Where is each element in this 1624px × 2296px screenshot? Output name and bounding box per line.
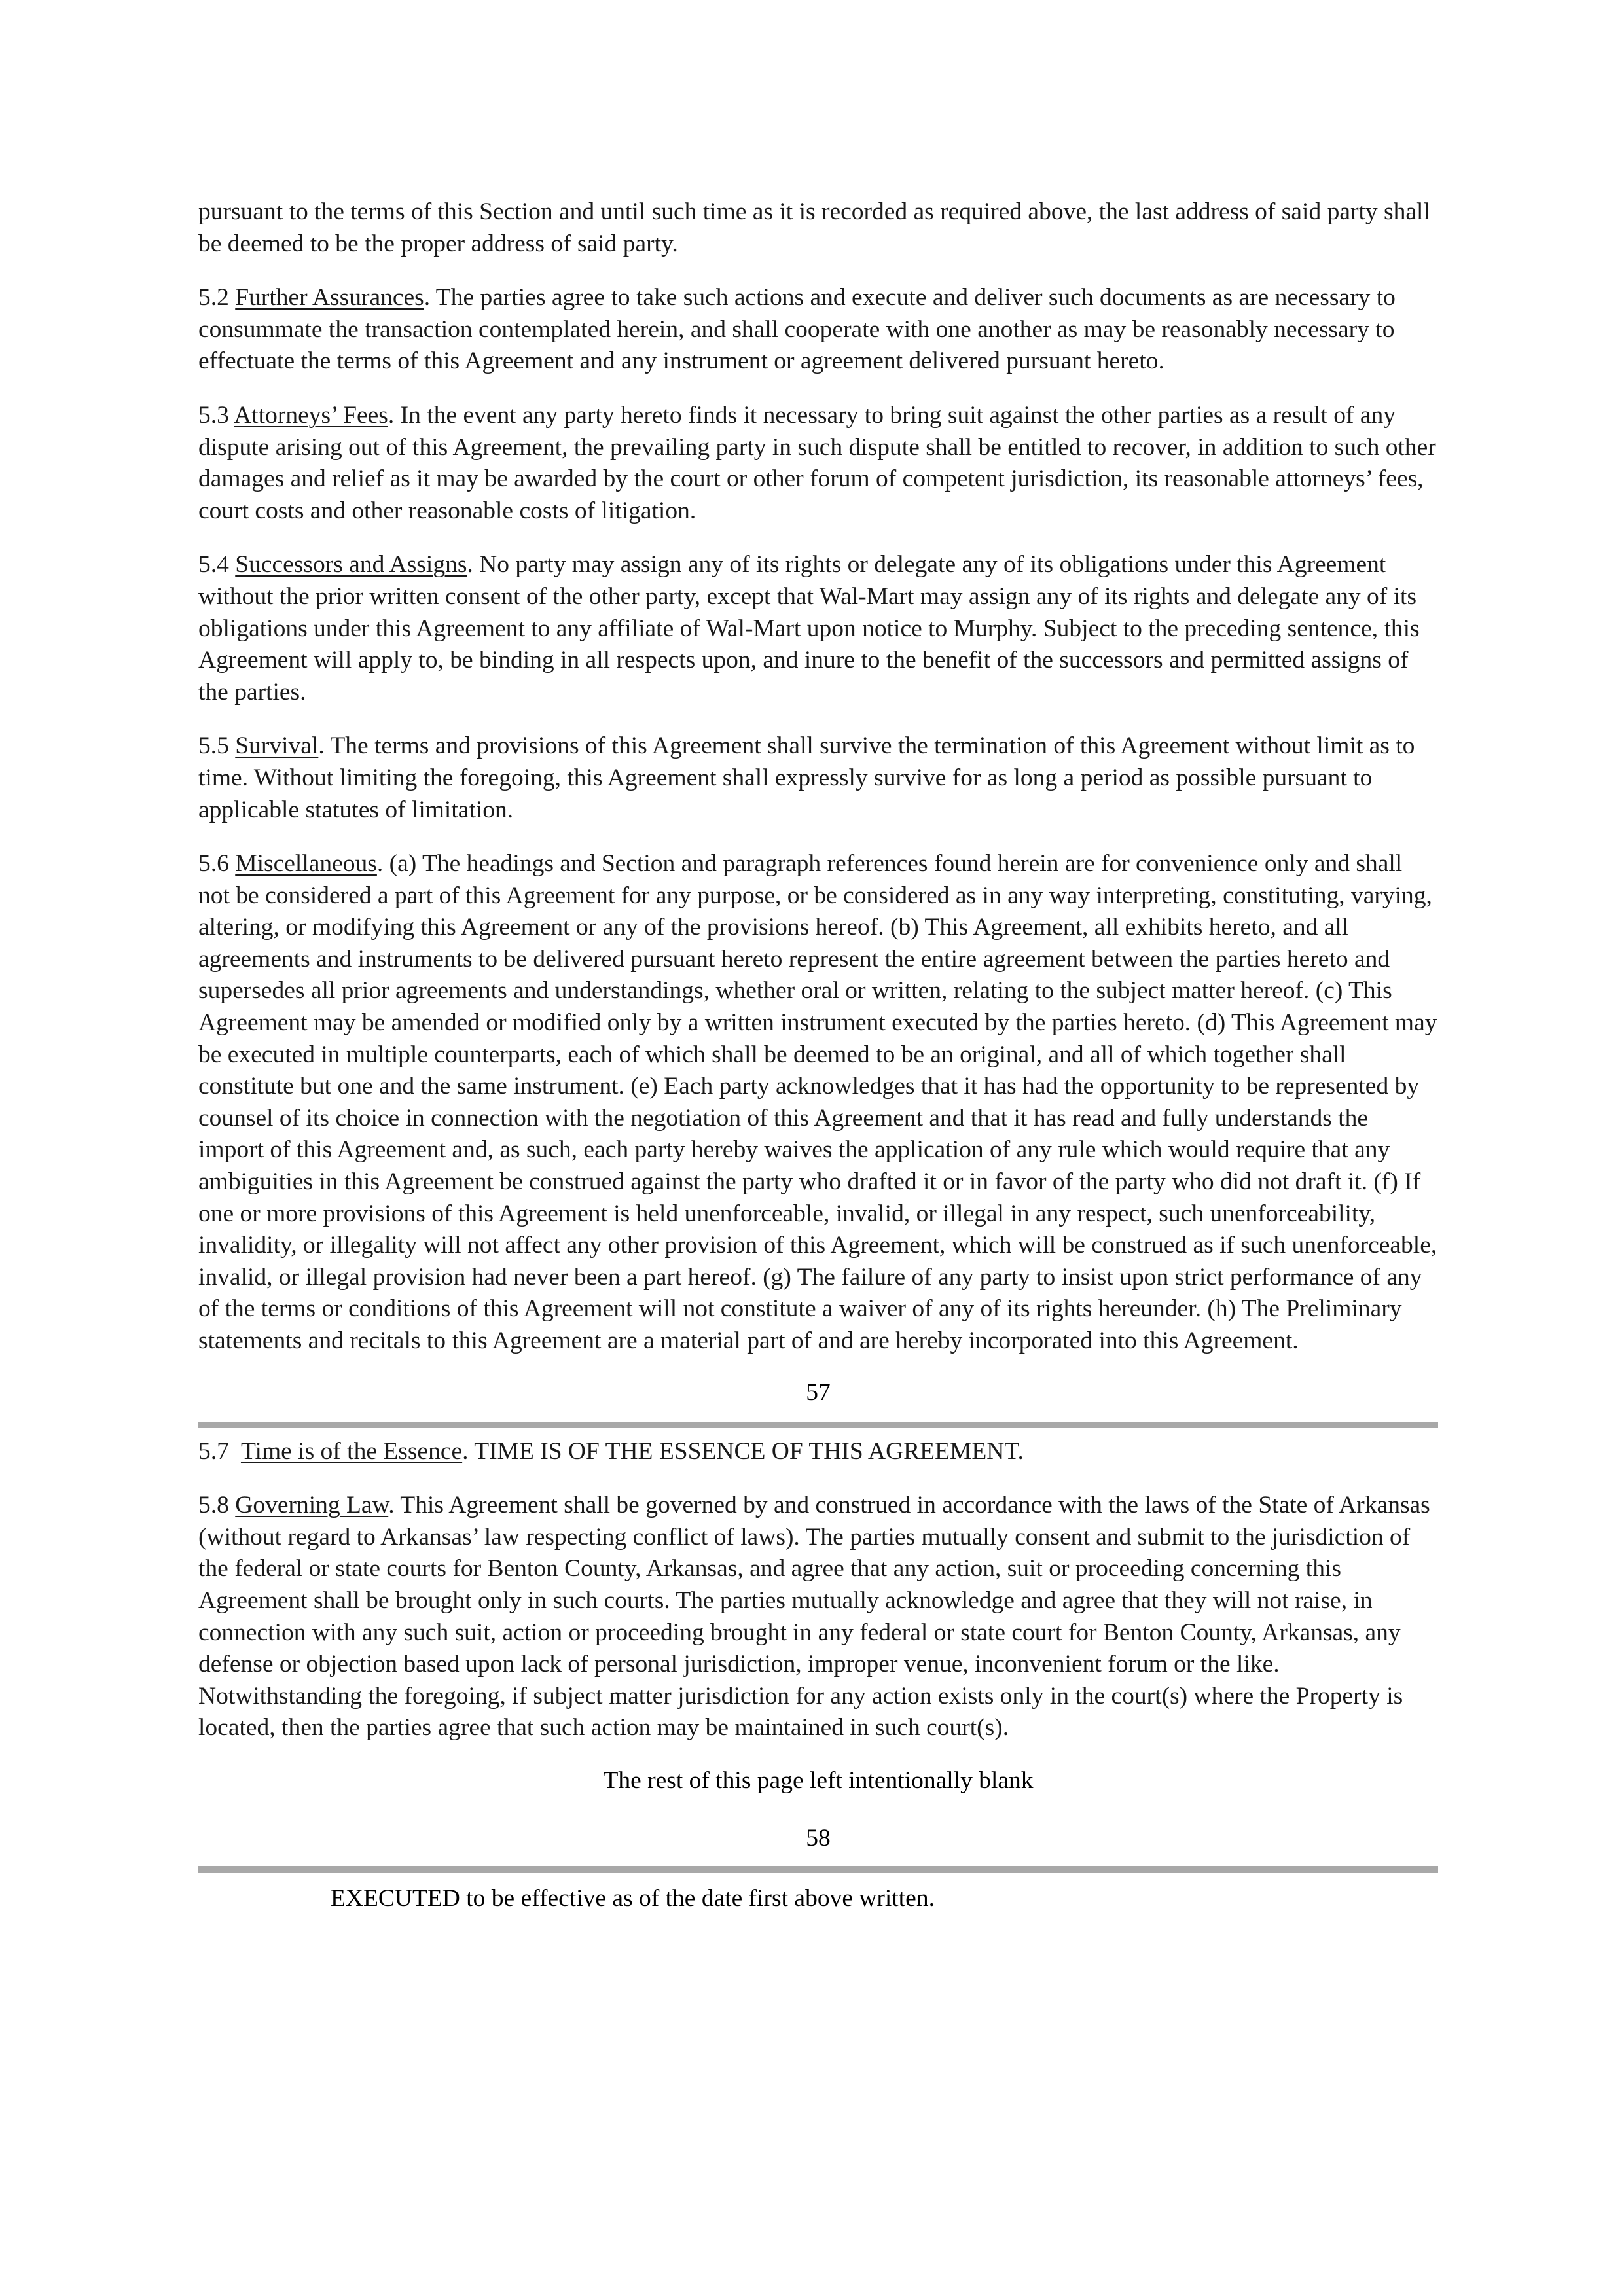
page-break-rule — [198, 1422, 1438, 1428]
section-heading: Further Assurances — [235, 284, 424, 312]
section-5-7 — [198, 1436, 1438, 1468]
section-number: 5.3 — [198, 401, 229, 429]
section-text: . No party may assign any of its rights or delegate any of its obligations under this Agreement without the prior written consent of the other party, except that Wal-Mart may assign any of its rights and delegate any of its obligations under this Agreement to any affiliate of Wal-Mart upon notice to Murphy. Subject to the preceding sentence, this Agreement will apply to, be binding in all respects upon, and inure to the benefit of the successors and permitted assigns of the parties. — [198, 551, 1420, 706]
section-heading: Time is of the Essence — [240, 1437, 463, 1465]
page-break-rule — [198, 1866, 1438, 1873]
document-content — [198, 196, 1438, 1914]
section-text: . The parties agree to take such actions and execute and deliver such documents as are necessary to consummate the transaction contemplated herein, and shall cooperate with one another as may be reasonably necessary to effectuate the terms of this Agreement and any instrument or agreement delivered pursuant hereto. — [198, 284, 1396, 375]
blank-page-note: The rest of this page left intentionally blank — [603, 1767, 1034, 1794]
section-text: . This Agreement shall be governed by and construed in accordance with the laws of the State of Arkansas (without regard to Arkansas’ law respecting conflict of laws). The parties mutually consent and submit to the jurisdiction of the federal or state courts for Benton County, Arkansas, and agree that any action, suit or proceeding concerning this Agreement shall be brought only in such courts. The parties mutually acknowledge and agree that they will not raise, in connection with any such suit, action or proceeding brought in any federal or state court for Benton County, Arkansas, any defense or objection based upon lack of personal jurisdiction, improper venue, inconvenient forum or the like. Notwithstanding the foregoing, if subject matter jurisdiction for any action exists only in the court(s) where the Property is located, then the parties agree that such action may be maintained in such court(s). — [198, 1492, 1430, 1742]
page-number-57: 57 — [806, 1378, 831, 1406]
section-number: 5.7 — [198, 1437, 229, 1465]
section-heading: Governing Law — [235, 1492, 389, 1519]
section-heading: Miscellaneous — [235, 850, 377, 878]
section-5-6 — [198, 848, 1438, 1357]
section-heading: Survival — [235, 732, 319, 760]
section-number: 5.5 — [198, 732, 229, 760]
section-5-2 — [198, 282, 1438, 378]
section-5-4 — [198, 549, 1438, 708]
section-text: . In the event any party hereto finds it necessary to bring suit against the other parties as a result of any dispute arising out of this Agreement, the prevailing party in such dispute shall be entitled to recover, in addition to such other damages and relief as it may be awarded by the court or other forum of competent jurisdiction, its reasonable attorneys’ fees, court costs and other reasonable costs of litigation. — [198, 401, 1436, 524]
section-number: 5.2 — [198, 284, 229, 312]
section-number: 5.6 — [198, 850, 229, 878]
section-number: 5.8 — [198, 1492, 229, 1519]
section-text: . (a) The headings and Section and paragraph references found herein are for convenience only and shall not be considered a part of this Agreement for any purpose, or be considered as in any way interpreting, constituting, varying, altering, or modifying this Agreement or any of the provisions hereof. (b) This Agreement, all exhibits hereto, and all agreements and instruments to be delivered pursuant hereto represent the entire agreement between the parties hereto and supersedes all prior agreements and understandings, whether oral or written, relating to the subject matter hereof. (c) This Agreement may be amended or modified only by a written instrument executed by the parties hereto. (d) This Agreement may be executed in multiple counterparts, each of which shall be deemed to be an original, and all of which together shall constitute but one and the same instrument. (e) Each party acknowledges that it has had the opportunity to be represented by counsel of its choice in connection with the negotiation of this Agreement and that it has read and fully understands the import of this Agreement and, as such, each party hereby waives the application of any rule which would require that any ambiguities in this Agreement be construed against the party who drafted it or in favor of the party who did not draft it. (f) If one or more provisions of this Agreement is held unenforceable, invalid, or illegal in any respect, such unenforceability, invalidity, or illegality will not affect any other provision of this Agreement, which will be construed as if such unenforceable, invalid, or illegal provision had never been a part hereof. (g) The failure of any party to insist upon strict performance of any of the terms or conditions of this Agreement will not constitute a waiver of any of its rights hereunder. (h) The Preliminary statements and recitals to this Agreement are a material part of and are hereby incorporated into this Agreement. — [198, 850, 1437, 1354]
section-heading: Successors and Assigns — [235, 551, 467, 579]
section-heading: Attorneys’ Fees — [234, 401, 388, 429]
section-text: . The terms and provisions of this Agreement shall survive the termination of this Agreement without limit as to time. Without limiting the foregoing, this Agreement shall expressly survive for as long a period as possible pursuant to applicable statutes of limitation. — [198, 732, 1415, 823]
section-5-3 — [198, 400, 1438, 527]
section-text: . TIME IS OF THE ESSENCE OF THIS AGREEMENT. — [462, 1437, 1024, 1465]
section-number: 5.4 — [198, 551, 229, 579]
carryover-paragraph: pursuant to the terms of this Section and until such time as it is recorded as required above, the last address of said party shall be deemed to be the proper address of said party. — [198, 198, 1430, 257]
section-5-8 — [198, 1490, 1438, 1744]
page-number-58: 58 — [806, 1824, 831, 1852]
executed-statement: EXECUTED to be effective as of the date first above written. — [331, 1884, 935, 1912]
section-5-5 — [198, 730, 1438, 826]
